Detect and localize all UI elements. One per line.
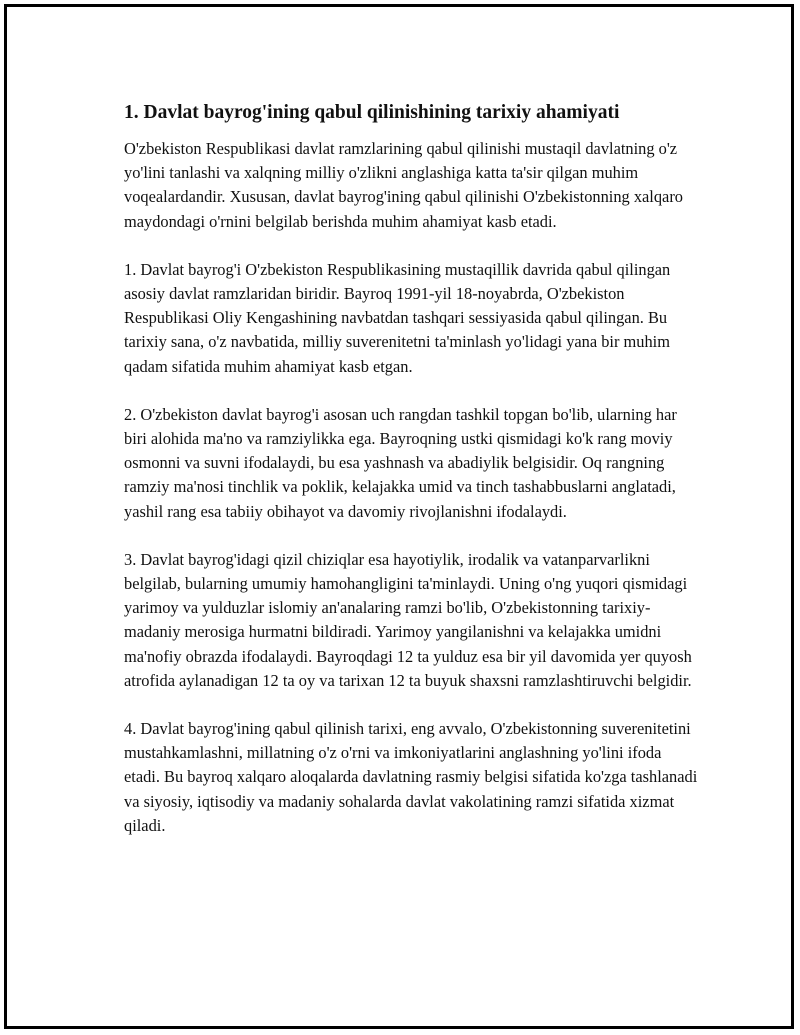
paragraph-3: 3. Davlat bayrog'idagi qizil chiziqlar esa hayotiylik, irodalik va vatanparvarlikni belgilab, bularning umumiy hamohangligini ta'minlaydi. Uning o'ng yuqori qismidagi yarimoy va yulduzlar islomiy an'analaring ramzi bo'lib, O'zbekistonning tarixiy-madaniy merosiga hurmatni bildiradi. Yarimoy yangilanishni va kelajakka umidni ma'nofiy obrazda ifodalaydi. Bayroqdagi 12 ta yulduz esa bir yil davomida yer quyosh atrofida aylanadigan 12 ta oy va tarixan 12 ta buyuk shaxsni ramzlashtiruvchi belgidir. xyxy=(124,549,692,690)
document-body xyxy=(124,99,699,862)
paragraph-2: 2. O'zbekiston davlat bayrog'i asosan uch rangdan tashkil topgan bo'lib, ularning har biri alohida ma'no va ramziylikka ega. Bayroqning ustki qismidagi ko'k rang moviy osmonni va suvni ifodalaydi, bu esa yashnash va abadiylik belgisidir. Oq rangning ramziy ma'nosi tinchlik va poklik, kelajakka umid va tinch tashabbuslarni anglatadi, yashil rang esa tabiiy obihayot va davomiy rivojlanishni ifodalaydi. xyxy=(124,404,677,521)
document-title: 1. Davlat bayrog'ining qabul qilinishining tarixiy ahamiyati xyxy=(124,102,620,123)
page-frame xyxy=(4,4,794,1029)
paragraph-intro: O'zbekiston Respublikasi davlat ramzlarining qabul qilinishi mustaqil davlatning o'z yo'lini tanlashi va xalqning milliy o'zlikni anglashiga katta ta'sir qilgan muhim voqealardandir. Xususan, davlat bayrog'ining qabul qilinishi O'zbekistonning xalqaro maydondagi o'rnini belgilab berishda muhim ahamiyat kasb etadi. xyxy=(124,139,683,231)
paragraph-1: 1. Davlat bayrog'i O'zbekiston Respublikasining mustaqillik davrida qabul qilingan asosiy davlat ramzlaridan biridir. Bayroq 1991-yil 18-noyabrda, O'zbekiston Respublikasi Oliy Kengashining navbatdan tashqari sessiyasida qabul qilingan. Bu tarixiy sana, o'z navbatida, milliy suverenitetni ta'minlash yo'lidagi yana bir muhim qadam sifatida muhim ahamiyat kasb etgan. xyxy=(124,259,671,376)
paragraph-4: 4. Davlat bayrog'ining qabul qilinish tarixi, eng avvalo, O'zbekistonning suverenitetini mustahkamlashni, millatning o'z o'rni va imkoniyatlarini anglashning yo'lini ifoda etadi. Bu bayroq xalqaro aloqalarda davlatning rasmiy belgisi sifatida ko'zga tashlanadi va siyosiy, iqtisodiy va madaniy sohalarda davlat vakolatining ramzi sifatida xizmat qiladi. xyxy=(124,719,698,835)
